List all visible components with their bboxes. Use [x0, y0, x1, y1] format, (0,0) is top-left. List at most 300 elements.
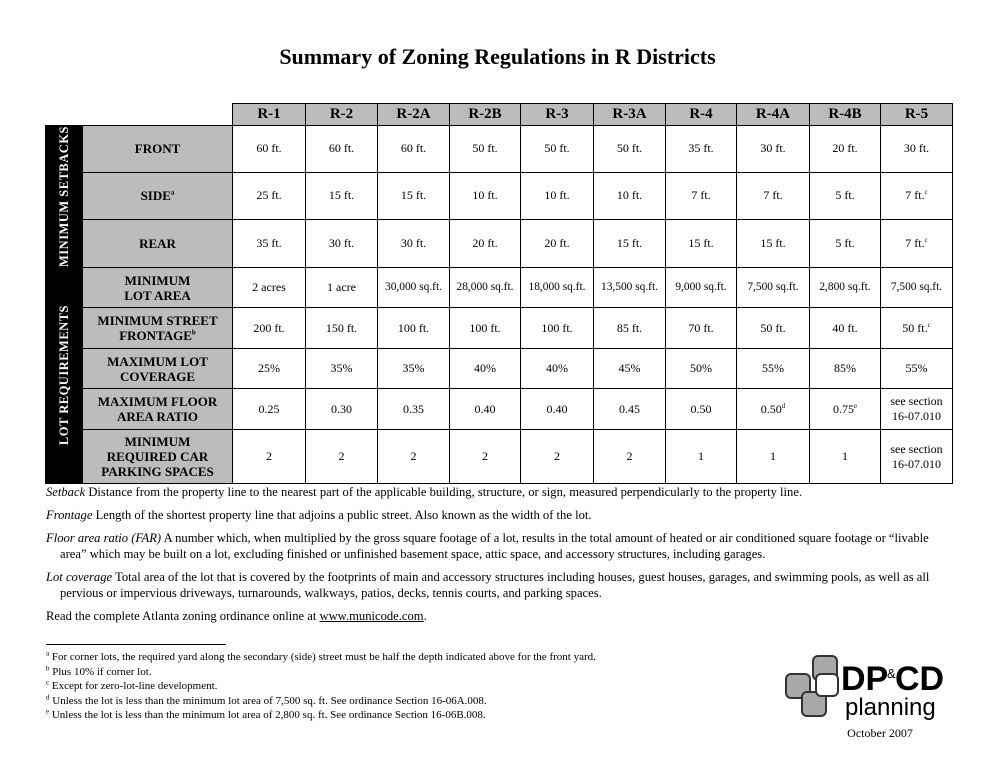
table-cell: [737, 308, 810, 349]
cell-text: 1: [770, 449, 776, 463]
table-cell: [881, 220, 953, 268]
cell-value: [233, 361, 305, 376]
cell-value: [737, 321, 809, 336]
table-cell: [233, 220, 306, 268]
cell-value: [450, 402, 520, 417]
definition-item: [46, 507, 956, 523]
cell-value: [233, 321, 305, 336]
table-cell: [378, 430, 450, 484]
row-label-line: [83, 449, 232, 464]
footnote-text: Plus 10% if corner lot.: [52, 665, 152, 678]
cell-value: [306, 321, 377, 336]
footnote-text: Unless the lot is less than the minimum lot area of 2,800 sq. ft. See ordinance Section 16-06B.008.: [51, 709, 486, 721]
table-cell: [881, 308, 953, 349]
table-cell: [521, 308, 594, 349]
table-cell: [521, 349, 594, 389]
table-cell: [810, 126, 881, 173]
cell-text: 2: [266, 449, 272, 463]
cell-text: 2: [410, 449, 417, 463]
row-label: [83, 172, 233, 220]
table-cell: [378, 349, 450, 389]
row-label-line: MINIMUM: [124, 434, 191, 449]
column-header: R-5: [881, 104, 953, 126]
row-label: [83, 349, 233, 389]
cell-text: 2: [626, 449, 633, 463]
table-cell: [521, 220, 594, 268]
cell-value: [737, 361, 809, 376]
table-cell: [378, 389, 450, 430]
table-cell: [666, 220, 737, 268]
lot-requirements-section: [46, 268, 953, 484]
definition-item: [46, 530, 956, 562]
cell-value: [594, 402, 665, 417]
row-label: [83, 308, 233, 349]
footnote-mark: d: [781, 401, 786, 410]
table-cell: [378, 220, 450, 268]
cell-value: 15 ft.: [688, 236, 714, 251]
cell-value: 50 ft.: [616, 141, 643, 156]
cell-text: 1: [842, 449, 848, 463]
cell-text: 2,800 sq.ft.: [819, 281, 871, 293]
column-header: R-1: [233, 104, 306, 126]
table-cell: [233, 389, 306, 430]
cell-value: 5 ft.: [835, 188, 855, 203]
table-cell: [233, 349, 306, 389]
table-cell: [306, 220, 378, 268]
cell-text: 35%: [402, 361, 425, 375]
cell-text: 1 acre: [327, 280, 356, 294]
cell-value: [521, 402, 593, 417]
cell-text: 50%: [690, 361, 712, 375]
cell-text: 150 ft.: [325, 320, 358, 335]
table-cell: [306, 349, 378, 389]
cell-value: 50 ft.: [472, 141, 498, 156]
row-label-line: [83, 288, 232, 303]
table-cell: [737, 126, 810, 173]
cell-value: [450, 280, 520, 295]
footnote-mark: b: [46, 663, 50, 672]
table-cell: [450, 268, 521, 308]
table-cell: [810, 389, 881, 430]
table-cell: [450, 349, 521, 389]
cell-value: 35 ft.: [256, 236, 282, 251]
table-row: [46, 220, 953, 268]
cell-value: [810, 280, 880, 295]
cell-text: 7,500 sq.ft.: [890, 281, 943, 293]
footnote-mark: b: [191, 328, 196, 337]
table-row: [46, 349, 953, 389]
cell-text: 7,500 sq.ft.: [747, 281, 799, 293]
definition-term: Floor area ratio (FAR): [46, 531, 162, 545]
lot-requirements-group-label: [46, 268, 83, 484]
table-cell: [306, 268, 378, 308]
footnotes: [46, 650, 746, 723]
cell-value: 7 ft.: [763, 188, 783, 203]
cell-value: 30 ft.: [760, 141, 786, 156]
cell-value: [521, 361, 593, 376]
table-cell: [233, 268, 306, 308]
column-header: R-2A: [378, 104, 450, 126]
cell-value: 60 ft.: [328, 141, 355, 156]
table-cell: [594, 308, 666, 349]
table-cell: [306, 172, 378, 220]
cell-text: 0.35: [403, 401, 424, 416]
row-label: [83, 389, 233, 430]
footnote-mark: e: [853, 401, 858, 410]
cell-text: 2: [554, 449, 560, 463]
row-label-text: AREA RATIO: [116, 409, 199, 424]
table-cell: [306, 430, 378, 484]
table-cell: [881, 389, 953, 430]
table-cell: [737, 430, 810, 484]
cell-value: 15 ft.: [328, 188, 355, 203]
cell-value: 15 ft.: [400, 188, 427, 203]
row-label-text: FRONTAGE: [119, 328, 192, 343]
row-label-line: [83, 328, 232, 343]
cell-text: 100 ft.: [469, 320, 501, 335]
table-cell: [666, 430, 737, 484]
table-cell: [378, 172, 450, 220]
cell-value: [233, 449, 305, 464]
table-cell: [233, 172, 306, 220]
row-label-line: PARKING SPACES: [101, 464, 214, 479]
cell-value: 35 ft.: [688, 141, 714, 156]
table-cell: [881, 430, 953, 484]
cell-text: 200 ft.: [253, 320, 285, 335]
cell-value: 30 ft.: [400, 236, 427, 251]
cell-value: 5 ft.: [835, 236, 855, 251]
cell-value: [881, 394, 952, 409]
cell-value: 7 ft.: [905, 188, 925, 203]
cell-value: 15 ft.: [616, 236, 643, 251]
table-cell: [450, 220, 521, 268]
table-cell: [666, 126, 737, 173]
footnote: [46, 694, 746, 709]
cell-text: see section: [890, 441, 943, 456]
table-row: [46, 126, 953, 173]
table-cell: [666, 308, 737, 349]
cell-value: [666, 361, 736, 376]
footnote-mark: c: [927, 320, 931, 329]
footnote: [46, 679, 746, 694]
table-cell: [450, 308, 521, 349]
cell-text: 40 ft.: [832, 320, 858, 335]
cell-text: 85 ft.: [616, 320, 643, 335]
cell-value: [666, 402, 736, 417]
cell-text: 45%: [618, 361, 641, 375]
cell-value: [881, 280, 952, 295]
logo-dp: DP: [841, 660, 889, 698]
logo-cd: CD: [895, 660, 945, 698]
cell-value: 30 ft.: [328, 236, 355, 251]
footnote: [46, 665, 746, 680]
setbacks-group-label: [46, 126, 83, 268]
setbacks-group-text: MINIMUM SETBACKS: [57, 126, 71, 267]
cell-value: [521, 280, 593, 295]
cell-value: [378, 280, 449, 295]
cell-value: [810, 402, 880, 417]
cell-text: 13,500 sq.ft.: [601, 281, 658, 293]
cell-value: [594, 280, 665, 295]
table-cell: [233, 126, 306, 173]
cell-text: 85%: [834, 361, 856, 375]
setbacks-section: [46, 126, 953, 268]
cell-value: [306, 280, 377, 295]
table-cell: [810, 308, 881, 349]
cell-value: [666, 449, 736, 464]
cell-value: [306, 449, 377, 464]
table-row: [46, 430, 953, 484]
row-label-line: MAXIMUM LOT: [107, 353, 208, 369]
cell-value: [450, 321, 520, 336]
footnote-mark: c: [924, 188, 928, 197]
cell-value: [521, 449, 593, 464]
read-more-text: Read the complete Atlanta zoning ordinance online at: [46, 609, 320, 623]
read-more: Read the complete Atlanta zoning ordinance online at www.municode.com.: [46, 609, 427, 623]
cell-text: 0.30: [331, 401, 352, 416]
cell-value: [881, 321, 952, 336]
cell-text: 9,000 sq.ft.: [675, 281, 727, 293]
table-cell: [881, 349, 953, 389]
definition-item: [46, 484, 956, 500]
table-cell: [450, 172, 521, 220]
cell-text: 30,000 sq.ft.: [385, 281, 442, 293]
table-cell: [594, 220, 666, 268]
row-label-text: SIDE: [140, 188, 171, 204]
cell-value: 10 ft.: [616, 188, 643, 203]
table-cell: [450, 389, 521, 430]
cell-value: [666, 321, 736, 336]
cell-value: 20 ft.: [544, 236, 570, 251]
footnote: [46, 650, 746, 665]
table-cell: [233, 430, 306, 484]
cell-value-line2: 16-07.010: [892, 456, 941, 471]
cell-text: 2: [338, 449, 345, 463]
column-header: R-4: [666, 104, 737, 126]
footnote-mark: d: [46, 692, 50, 701]
cell-value: 20 ft.: [472, 236, 498, 251]
cell-text: 0.45: [619, 401, 640, 416]
column-header: R-4A: [737, 104, 810, 126]
definition-term: Setback: [46, 485, 86, 499]
cell-value: [306, 361, 377, 376]
cell-text: 40%: [474, 361, 496, 375]
cell-text: 0.40: [546, 401, 568, 416]
lot-requirements-group-text: LOT REQUIREMENTS: [57, 305, 71, 446]
column-header: R-3A: [594, 104, 666, 126]
footnote-mark: c: [924, 236, 928, 245]
row-label-text: LOT AREA: [124, 287, 191, 303]
cell-text: 18,000 sq.ft.: [528, 281, 586, 293]
cell-value: [233, 280, 305, 295]
row-label-line: MINIMUM: [124, 272, 191, 288]
table-cell: [737, 220, 810, 268]
cell-value: 25 ft.: [256, 188, 282, 203]
table-cell: [306, 308, 378, 349]
cell-value: [233, 402, 305, 417]
cell-value: [378, 361, 449, 376]
cell-value: [737, 402, 809, 417]
table-row: [46, 172, 953, 220]
cell-value-line2: 16-07.010: [892, 409, 941, 423]
table-cell: [521, 430, 594, 484]
cell-value: [594, 321, 665, 336]
row-label-line: [83, 369, 232, 384]
cell-value: [881, 442, 952, 457]
definition-term: Lot coverage: [46, 570, 113, 584]
cell-text: 70 ft.: [688, 320, 714, 335]
table-cell: [666, 349, 737, 389]
logo-amp: &: [887, 666, 896, 681]
row-label: [83, 430, 233, 484]
table-cell: [306, 389, 378, 430]
table-cell: [737, 172, 810, 220]
table-cell: [521, 389, 594, 430]
cell-value: [737, 449, 809, 464]
table-row: [46, 389, 953, 430]
row-label-line: MINIMUM STREET: [97, 313, 218, 328]
cell-text: 100 ft.: [541, 320, 573, 335]
table-cell: [737, 349, 810, 389]
table-cell: [881, 172, 953, 220]
footnote-divider: [46, 644, 226, 645]
cell-text: 25%: [258, 361, 280, 375]
definitions: [46, 484, 956, 631]
footnote-text: For corner lots, the required yard along the secondary (side) street must be half the depth indicated above for the front yard.: [51, 651, 596, 663]
row-label-text: REQUIRED CAR: [106, 449, 209, 464]
table-cell: [521, 172, 594, 220]
cell-value: [881, 361, 952, 376]
cell-text: 0.50: [760, 401, 782, 416]
definition-text: Distance from the property line to the nearest part of the applicable building, structure, or sign, measured perpendicularly to the property line.: [88, 485, 803, 499]
municode-link[interactable]: www.municode.com: [319, 609, 424, 623]
column-header: R-3: [521, 104, 594, 126]
row-label: [83, 126, 233, 173]
cell-value: [810, 321, 880, 336]
footnote-text: Unless the lot is less than the minimum lot area of 7,500 sq. ft. See ordinance Section 16-06A.008.: [52, 694, 487, 707]
footnote: [46, 708, 746, 723]
table-cell: [737, 389, 810, 430]
cell-text: 35%: [330, 361, 353, 375]
table-row: [46, 308, 953, 349]
table-cell: [666, 389, 737, 430]
logo-planning: planning: [845, 694, 936, 721]
cell-value: [450, 449, 520, 464]
table-cell: [594, 126, 666, 173]
footnote-mark: a: [170, 189, 175, 198]
table-cell: [594, 430, 666, 484]
row-label-text: REAR: [139, 236, 176, 252]
table-cell: [233, 308, 306, 349]
footnote-text: Except for zero-lot-line development.: [51, 680, 218, 692]
cell-value: [378, 402, 449, 417]
document-date: October 2007: [847, 726, 913, 740]
cell-value: [810, 449, 880, 464]
table-row: [46, 268, 953, 308]
table-cell: [881, 268, 953, 308]
cell-text: 1: [698, 449, 704, 463]
cell-text: 40%: [546, 361, 568, 375]
cell-value: [594, 449, 665, 464]
table-cell: [521, 126, 594, 173]
row-label-line: MAXIMUM FLOOR: [97, 394, 218, 409]
row-label-text: COVERAGE: [119, 368, 196, 384]
cell-value: 20 ft.: [832, 141, 858, 156]
row-label-text: FRONT: [134, 141, 181, 157]
footnote-mark: e: [46, 707, 50, 716]
cell-value: [666, 280, 736, 295]
table-cell: [378, 308, 450, 349]
cell-text: 2 acres: [252, 280, 286, 294]
column-header: R-4B: [810, 104, 881, 126]
table-cell: [666, 172, 737, 220]
cell-value: [594, 361, 665, 376]
cell-value: 7 ft.: [691, 188, 711, 203]
cell-text: 55%: [905, 361, 928, 375]
cell-text: 55%: [762, 361, 784, 375]
table-cell: [810, 220, 881, 268]
column-header: R-2B: [450, 104, 521, 126]
row-label-line: [83, 409, 232, 424]
table-cell: [450, 430, 521, 484]
column-header-row: [46, 104, 953, 126]
definition-term: Frontage: [46, 508, 93, 522]
cell-value: [521, 321, 593, 336]
table-cell: [521, 268, 594, 308]
column-header: R-2: [306, 104, 378, 126]
cell-value: 10 ft.: [544, 188, 570, 203]
footnote-mark: a: [46, 649, 50, 658]
cell-value: 30 ft.: [903, 141, 930, 156]
cell-text: 28,000 sq.ft.: [456, 281, 514, 293]
table-cell: [737, 268, 810, 308]
cell-text: see section: [890, 394, 943, 408]
table-cell: [378, 126, 450, 173]
cell-text: 2: [482, 449, 488, 463]
table-cell: [666, 268, 737, 308]
table-cell: [810, 430, 881, 484]
zoning-table: [45, 103, 953, 484]
cell-text: 50 ft.: [760, 320, 786, 335]
table-cell: [450, 126, 521, 173]
table-cell: [881, 126, 953, 173]
definition-item: [46, 569, 956, 601]
cell-value: 15 ft.: [760, 236, 786, 251]
table-cell: [378, 268, 450, 308]
dpcd-planning-logo: [783, 652, 958, 727]
row-label: [83, 268, 233, 308]
cell-text: 0.40: [474, 401, 496, 416]
table-cell: [810, 349, 881, 389]
cell-value: [306, 402, 377, 417]
cell-text: 100 ft.: [397, 320, 430, 335]
cell-text: 50 ft.: [902, 320, 928, 335]
cell-text: 0.75: [832, 401, 854, 416]
table-cell: [306, 126, 378, 173]
table-cell: [810, 268, 881, 308]
footnote-mark: c: [46, 678, 50, 687]
table-cell: [594, 172, 666, 220]
row-label: [83, 220, 233, 268]
cell-value: 60 ft.: [400, 141, 427, 156]
definition-text: A number which, when multiplied by the gross square footage of a lot, results in the total amount of heated or air conditioned square footage or “livable area” which may be built on a lot, excluding finished or unfinished basement space, attic space, and accessory structures, including garages.: [60, 531, 929, 561]
cell-value: [450, 361, 520, 376]
table-cell: [594, 389, 666, 430]
page-title: Summary of Zoning Regulations in R Districts: [279, 44, 716, 69]
cell-value: [810, 361, 880, 376]
table-cell: [594, 349, 666, 389]
cell-text: 0.25: [258, 401, 280, 416]
